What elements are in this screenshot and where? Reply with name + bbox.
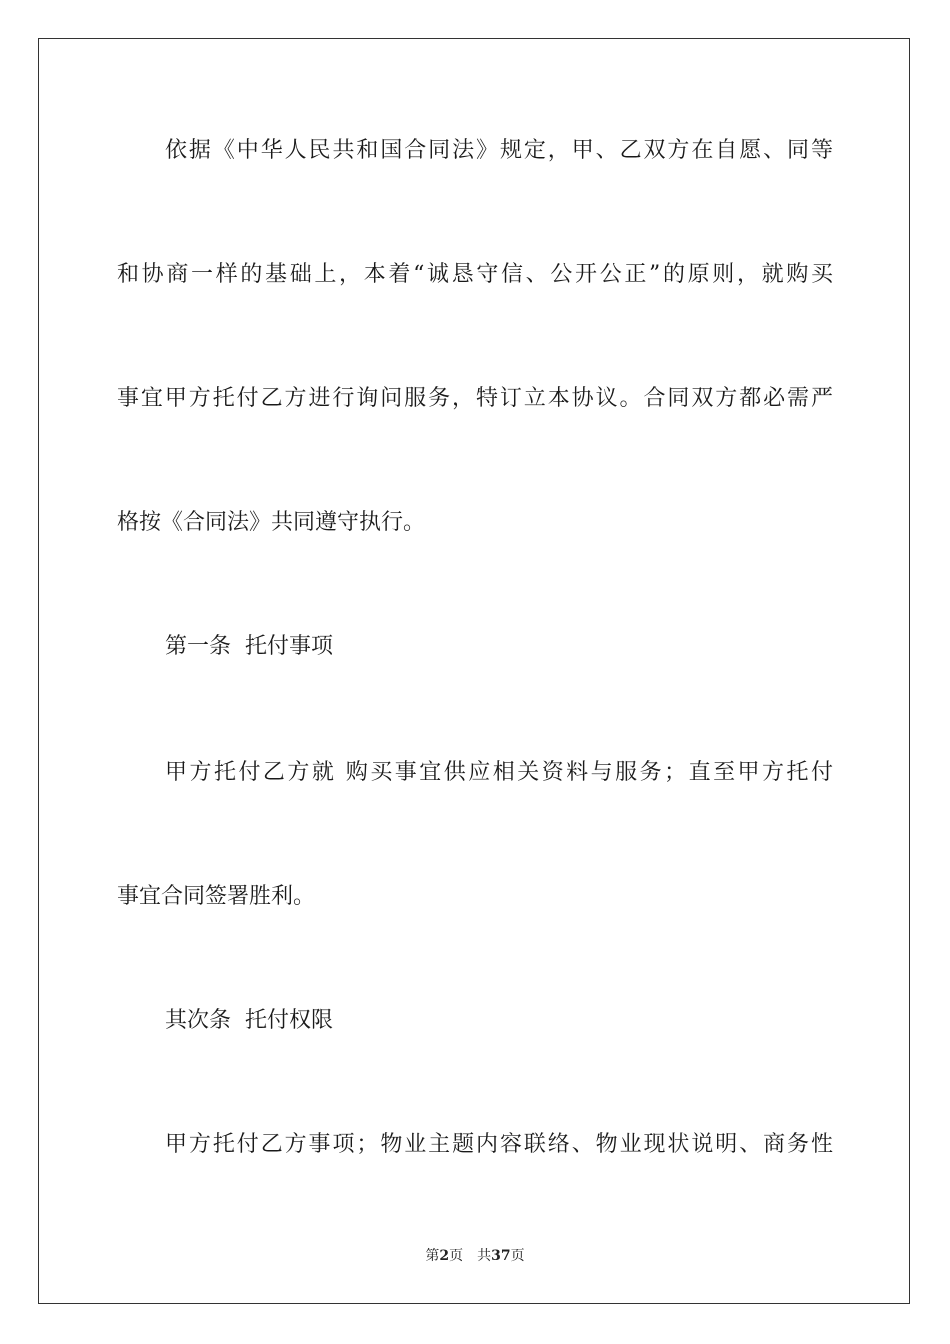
paragraph-line-1: 依据《中华人民共和国合同法》规定，甲、乙双方在自愿、同等 bbox=[165, 138, 833, 163]
paragraph-line-4: 格按《合同法》共同遵守执行。 bbox=[117, 510, 426, 535]
page-prefix: 第 bbox=[425, 1248, 440, 1264]
page-suffix: 页 bbox=[449, 1248, 464, 1264]
page-footer bbox=[0, 1247, 950, 1265]
article-heading-2: 其次条 托付权限 bbox=[165, 1008, 333, 1033]
total-pages: 37 bbox=[491, 1248, 511, 1264]
total-suffix: 页 bbox=[510, 1248, 525, 1264]
paragraph-line-2: 和协商一样的基础上，本着“诚恳守信、公开公正”的原则，就购买 bbox=[117, 262, 833, 287]
paragraph-line-6: 事宜合同签署胜利。 bbox=[117, 884, 316, 909]
total-prefix: 共 bbox=[477, 1248, 492, 1264]
page-border bbox=[38, 38, 910, 1304]
paragraph-line-5: 甲方托付乙方就 购买事宜供应相关资料与服务；直至甲方托付 bbox=[165, 760, 833, 785]
paragraph-line-3: 事宜甲方托付乙方进行询问服务，特订立本协议。合同双方都必需严 bbox=[117, 386, 833, 411]
article-heading-1: 第一条 托付事项 bbox=[165, 634, 333, 659]
page-number: 2 bbox=[439, 1248, 450, 1264]
paragraph-line-7: 甲方托付乙方事项；物业主题内容联络、物业现状说明、商务性 bbox=[165, 1132, 833, 1157]
